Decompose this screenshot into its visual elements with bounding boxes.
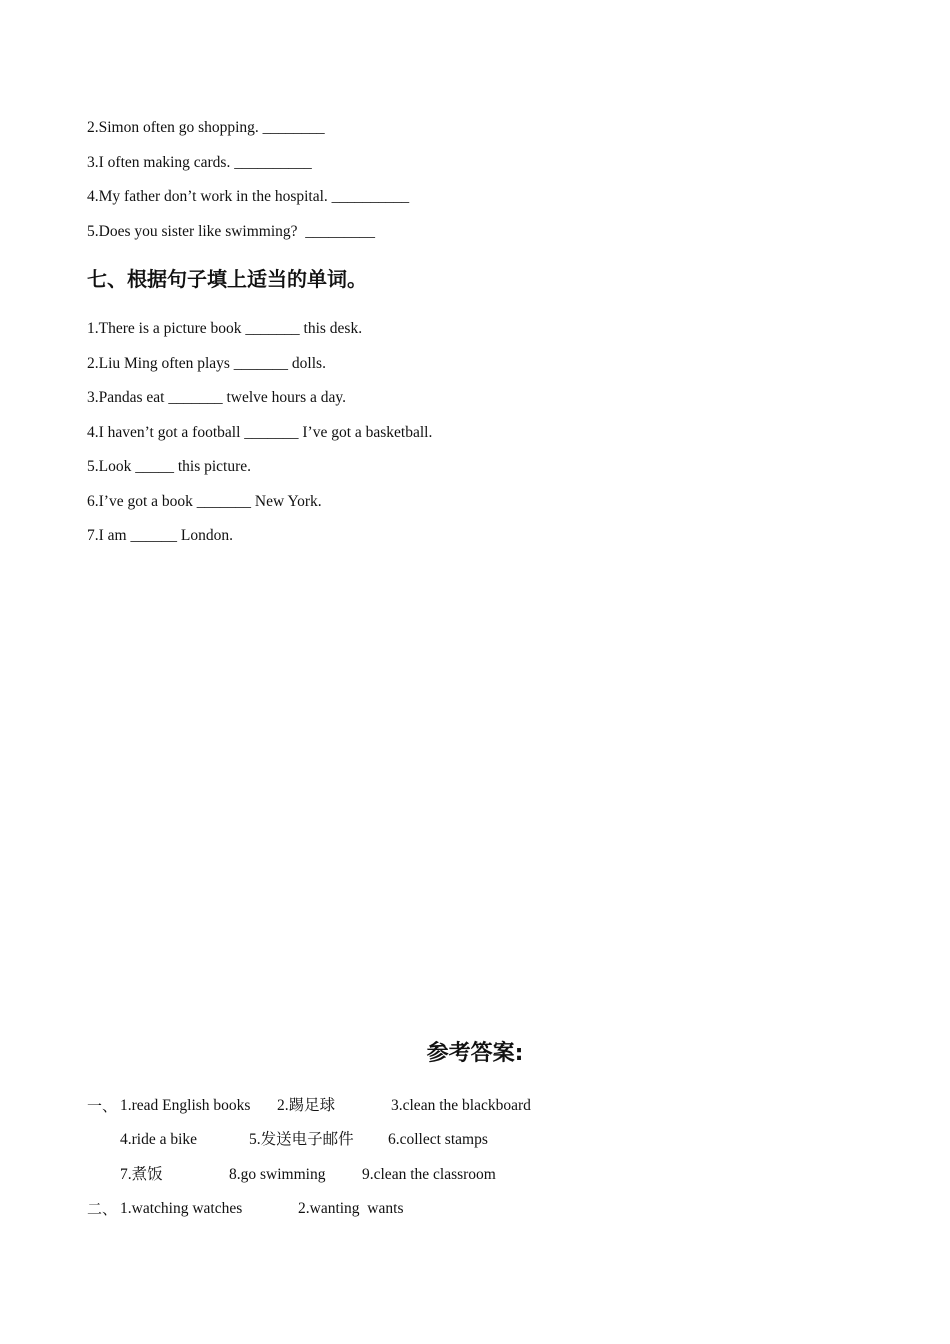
exercise-7-item-1: 1.There is a picture book _______ this desk. bbox=[87, 320, 363, 337]
answer-1-8: 8.go swimming bbox=[229, 1166, 326, 1183]
answer-1-5: 5.发送电子邮件 bbox=[249, 1131, 354, 1148]
exercise-7-item-6: 6.I’ve got a book _______ New York. bbox=[87, 493, 322, 510]
answer-2-1: 1.watching watches bbox=[120, 1200, 243, 1217]
exercise-6-item-2: 2.Simon often go shopping. ________ bbox=[87, 119, 325, 136]
answer-1-2: 2.踢足球 bbox=[277, 1097, 336, 1114]
exercise-7-item-4: 4.I haven’t got a football _______ I’ve got a basketball. bbox=[87, 424, 433, 441]
exercise-6-item-3: 3.I often making cards. __________ bbox=[87, 154, 312, 171]
exercise-7-item-7: 7.I am ______ London. bbox=[87, 527, 233, 544]
answer-1-4: 4.ride a bike bbox=[120, 1131, 198, 1148]
answer-key-title: 参考答案: bbox=[426, 1041, 524, 1066]
exercise-6-item-4: 4.My father don’t work in the hospital. __________ bbox=[87, 188, 410, 205]
answer-1-3: 3.clean the blackboard bbox=[391, 1097, 531, 1114]
answer-part-2-label: 二、 bbox=[87, 1200, 118, 1218]
exercise-7-item-5: 5.Look _____ this picture. bbox=[87, 458, 252, 475]
answer-2-2: 2.wanting wants bbox=[298, 1200, 404, 1217]
answer-1-7: 7.煮饭 bbox=[120, 1166, 163, 1183]
answer-1-6: 6.collect stamps bbox=[388, 1131, 488, 1148]
section-7-heading: 七、根据句子填上适当的单词。 bbox=[87, 267, 367, 291]
answer-part-1-label: 一、 bbox=[87, 1097, 118, 1115]
answer-1-9: 9.clean the classroom bbox=[362, 1166, 496, 1183]
exercise-7-item-3: 3.Pandas eat _______ twelve hours a day. bbox=[87, 389, 346, 406]
answer-1-1: 1.read English books bbox=[120, 1097, 251, 1114]
exercise-6-item-5: 5.Does you sister like swimming? _________ bbox=[87, 223, 376, 240]
exercise-7-item-2: 2.Liu Ming often plays _______ dolls. bbox=[87, 355, 326, 372]
